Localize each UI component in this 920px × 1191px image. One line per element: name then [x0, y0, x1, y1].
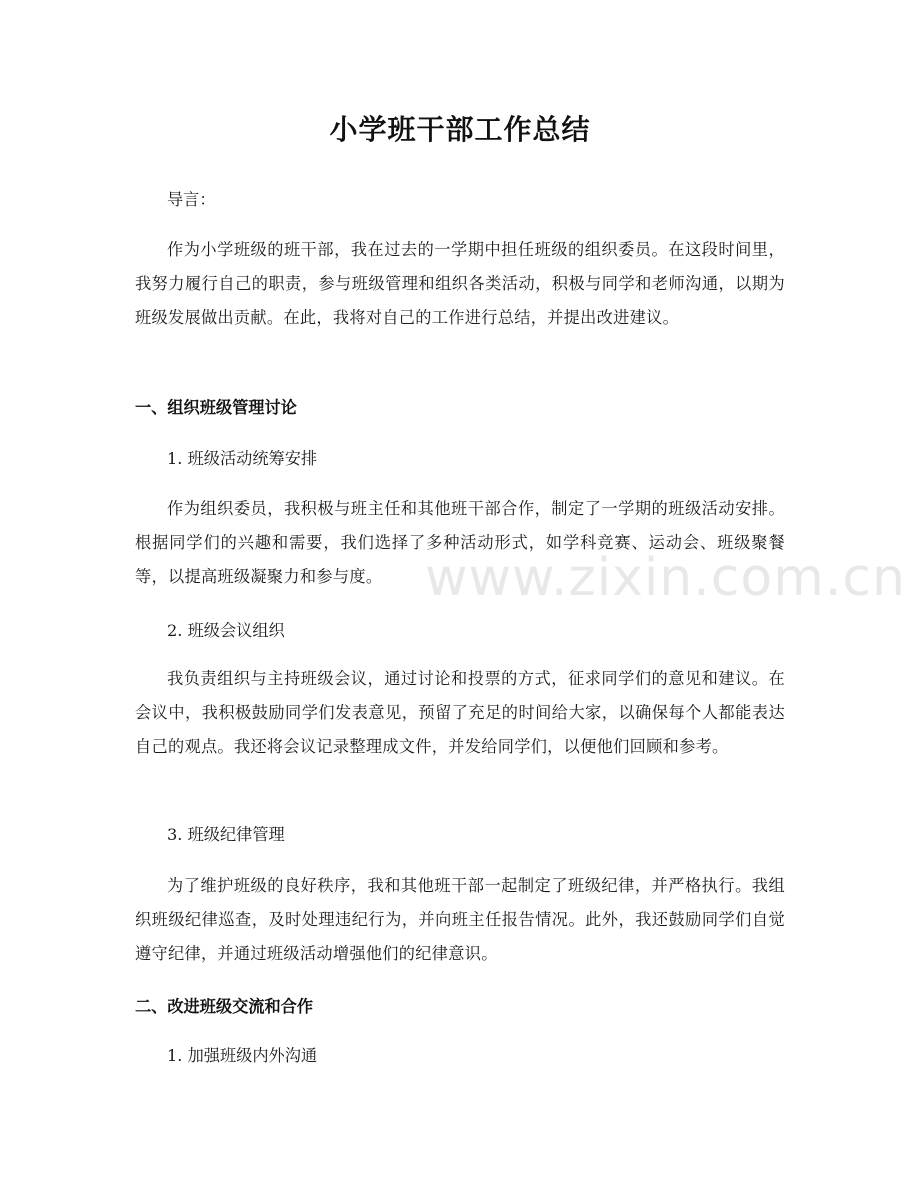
subheading-2-1: 1. 加强班级内外沟通 — [167, 1046, 318, 1065]
subheading-1-1: 1. 班级活动统筹安排 — [167, 449, 318, 468]
section-heading-2: 二、改进班级交流和合作 — [135, 997, 314, 1016]
document-title: 小学班干部工作总结 — [329, 113, 591, 146]
paragraph-1-3: 为了维护班级的良好秩序，我和其他班干部一起制定了班级纪律，并严格执行。我组织班级纪律巡查，及时处理违纪行为，并向班主任报告情况。此外，我还鼓励同学们自觉遵守纪律，并通过班级活动增强他们的纪律意识。 — [135, 876, 785, 963]
intro-paragraph: 作为小学班级的班干部，我在过去的一学期中担任班级的组织委员。在这段时间里，我努力履行自己的职责，参与班级管理和组织各类活动，积极与同学和老师沟通，以期为班级发展做出贡献。在此，我将对自己的工作进行总结，并提出改进建议。 — [135, 240, 785, 327]
paragraph-1-2: 我负责组织与主持班级会议，通过讨论和投票的方式，征求同学们的意见和建议。在会议中，我积极鼓励同学们发表意见，预留了充足的时间给大家，以确保每个人都能表达自己的观点。我还将会议记录整理成文件，并发给同学们，以便他们回顾和参考。 — [135, 669, 785, 756]
section-heading-1: 一、组织班级管理讨论 — [135, 398, 297, 417]
intro-label: 导言： — [167, 190, 216, 209]
subheading-1-3: 3. 班级纪律管理 — [167, 825, 285, 844]
paragraph-1-1: 作为组织委员，我积极与班主任和其他班干部合作，制定了一学期的班级活动安排。根据同学们的兴趣和需要，我们选择了多种活动形式，如学科竞赛、运动会、班级聚餐等，以提高班级凝聚力和参与度。 — [135, 499, 785, 586]
watermark: www.zixin.com.cn — [425, 548, 906, 608]
subheading-1-2: 2. 班级会议组织 — [167, 621, 285, 640]
